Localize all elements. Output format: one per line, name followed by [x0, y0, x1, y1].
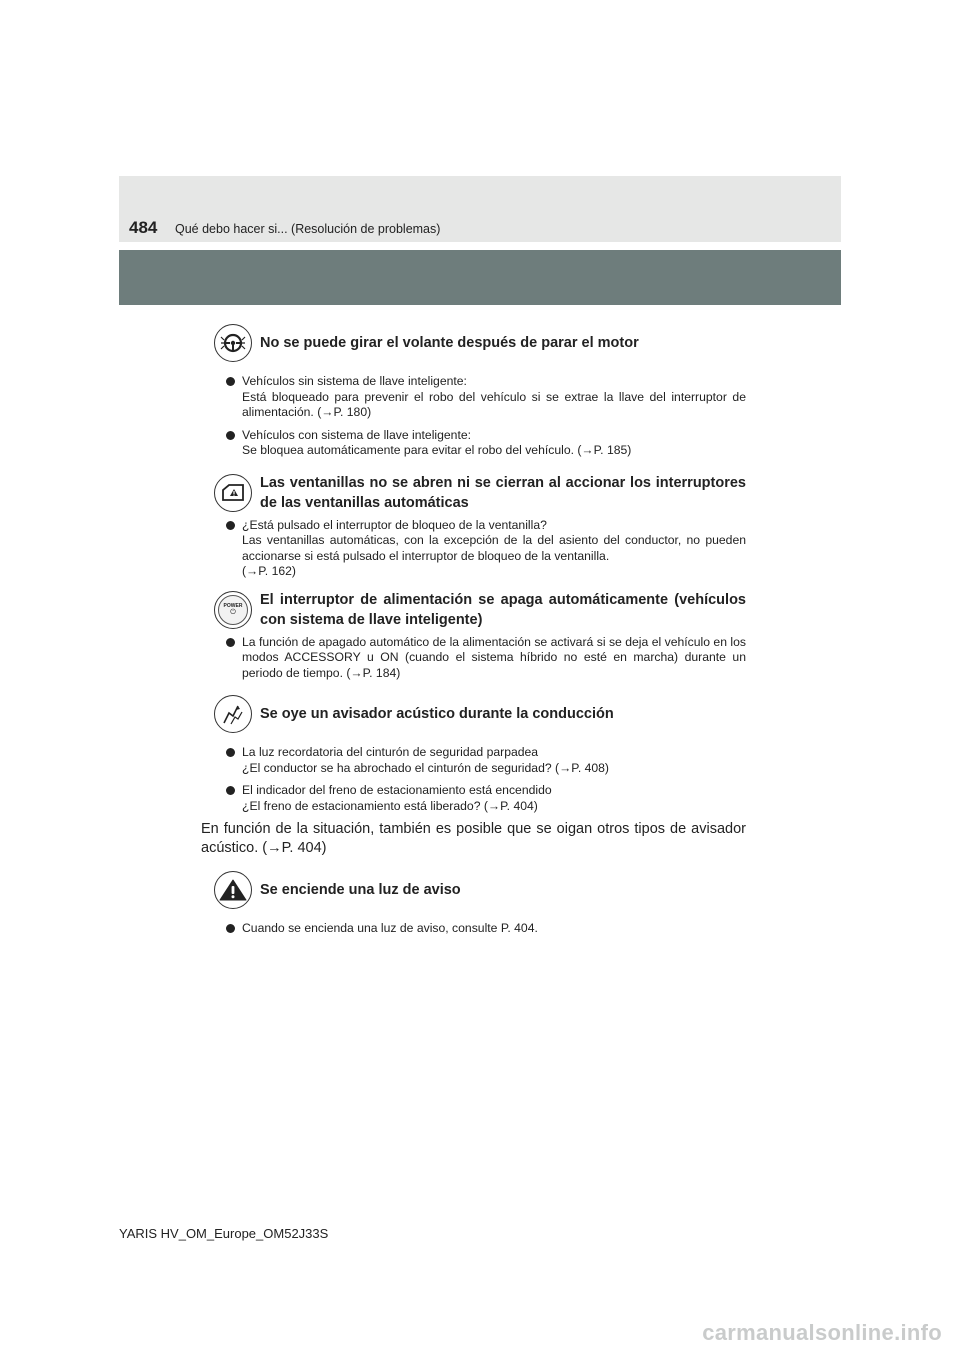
- list-item-text: La función de apagado automático de la alimentación se activará si se deja el vehículo en los modos ACCESSORY u ON (cuando el sistema híbrido no esté en marcha) durante un periodo de tiempo. (→P. 184): [242, 634, 746, 680]
- section-steering-lock: [214, 324, 746, 459]
- bullet-icon: [226, 431, 235, 440]
- power-switch-icon: [214, 591, 252, 629]
- list-item: [214, 783, 746, 814]
- section-band: [119, 250, 841, 305]
- bullet-icon: [226, 786, 235, 795]
- section-title: Las ventanillas no se abren ni se cierran al accionar los interruptores de las ventanillas automáticas: [260, 474, 746, 511]
- list-item: [214, 635, 746, 682]
- list-item-text: ¿Está pulsado el interruptor de bloqueo de la ventanilla? Las ventanillas automáticas, con la excepción de la del asiento del conductor, no pueden accionarse si está pulsado el interruptor de bloqueo de la ventanilla. (→P. 162): [242, 517, 746, 578]
- section-title: No se puede girar el volante después de parar el motor: [260, 335, 639, 351]
- bullet-icon: [226, 521, 235, 530]
- list-item-text: Vehículos con sistema de llave inteligente: Se bloquea automáticamente para evitar el robo del vehículo. (→P. 185): [242, 427, 632, 457]
- bullet-icon: [226, 924, 235, 933]
- section-power-switch: [214, 590, 746, 682]
- list-item: [214, 921, 746, 937]
- section-title: El interruptor de alimentación se apaga automáticamente (vehículos con sistema de llave inteligente): [260, 591, 746, 628]
- bullet-icon: [226, 638, 235, 647]
- power-symbol-icon: ⏻: [230, 608, 236, 616]
- window-warning-icon: [214, 474, 252, 512]
- running-title: Qué debo hacer si... (Resolución de problemas): [175, 222, 441, 236]
- document-code: YARIS HV_OM_Europe_OM52J33S: [119, 1226, 329, 1241]
- list-item-text: Cuando se encienda una luz de aviso, consulte P. 404.: [242, 921, 538, 935]
- list-item-text: El indicador del freno de estacionamiento está encendido ¿El freno de estacionamiento está liberado? (→P. 404): [242, 783, 552, 813]
- list-item-text: La luz recordatoria del cinturón de seguridad parpadea ¿El conductor se ha abrochado el cinturón de seguridad? (→P. 408): [242, 745, 609, 775]
- list-item: [214, 374, 746, 421]
- bullet-icon: [226, 377, 235, 386]
- list-item: [214, 428, 746, 459]
- section-title: Se oye un avisador acústico durante la conducción: [260, 706, 614, 722]
- section-header: [214, 695, 746, 733]
- section-warning-light: [214, 871, 746, 937]
- watermark: carmanualsonline.info: [702, 1320, 942, 1345]
- section-header: [214, 871, 746, 909]
- list-item: [214, 518, 746, 580]
- steering-wheel-lock-icon: [214, 324, 252, 362]
- section-title: Se enciende una luz de aviso: [260, 882, 461, 898]
- list-item-text: Vehículos sin sistema de llave inteligente: Está bloqueado para prevenir el robo del vehículo si se extrae la llave del interruptor de alimentación. (→P. 180): [242, 374, 746, 419]
- page-content: [201, 322, 746, 937]
- paragraph: En función de la situación, también es posible que se oigan otros tipos de avisador acústico. (→P. 404): [201, 821, 746, 856]
- buzzer-sound-icon: [214, 695, 252, 733]
- power-label: POWER: [223, 602, 243, 609]
- section-header: [214, 473, 746, 513]
- section-header: [214, 590, 746, 630]
- warning-triangle-icon: [214, 871, 252, 909]
- page-number: 484: [129, 218, 158, 237]
- list-item: [214, 745, 746, 776]
- section-header: [214, 324, 746, 362]
- bullet-icon: [226, 748, 235, 757]
- section-windows: [214, 473, 746, 580]
- section-buzzer: [201, 695, 746, 858]
